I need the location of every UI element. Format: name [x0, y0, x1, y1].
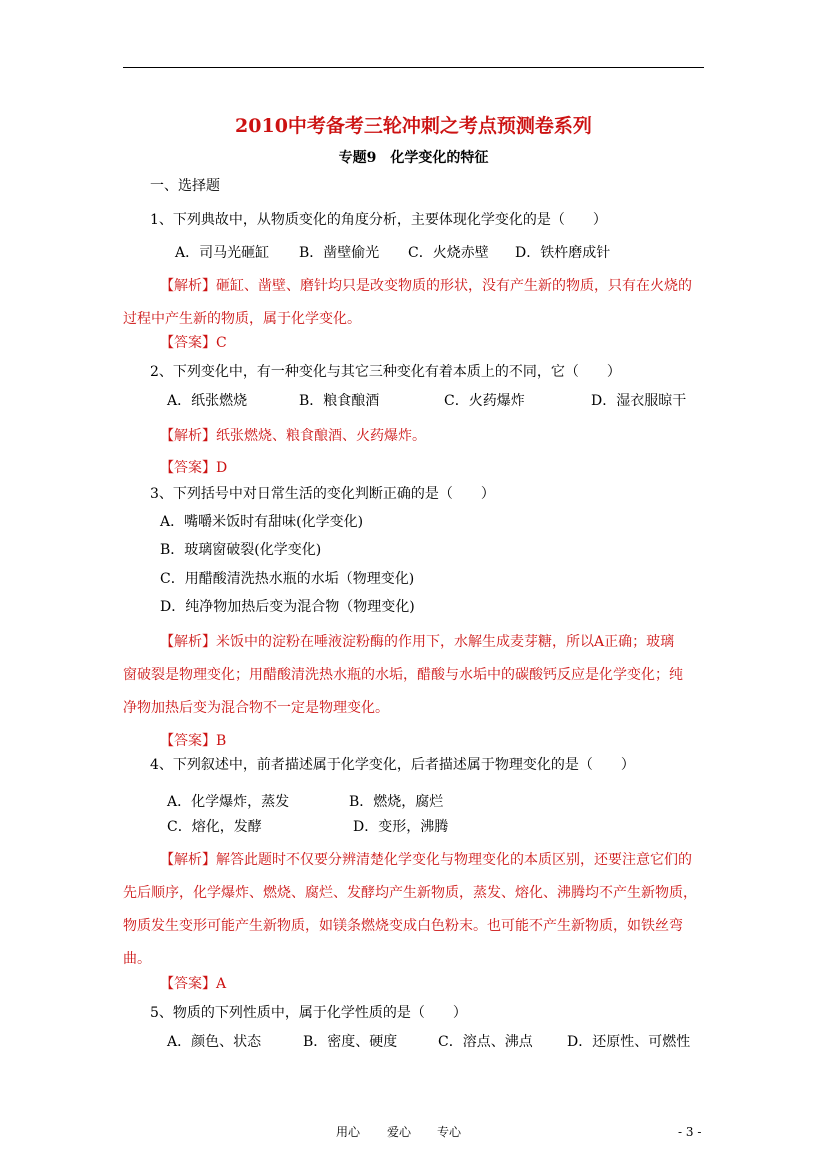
q2-answer: 【答案】D — [160, 460, 228, 476]
question-2-stem: 2、下列变化中，有一种变化与其它三种变化有着本质上的不同，它（ ） — [150, 364, 621, 380]
footer-motto-2: 爱心 — [387, 1125, 412, 1139]
q2-analysis: 【解析】纸张燃烧、粮食酿酒、火药爆炸。 — [160, 428, 426, 444]
q4-option-d: D．变形，沸腾 — [353, 819, 449, 835]
question-4-stem: 4、下列叙述中，前者描述属于化学变化，后者描述属于物理变化的是（ ） — [150, 757, 635, 773]
topic-subtitle: 专题9 化学变化的特征 — [338, 150, 489, 166]
question-1-stem: 1、下列典故中，从物质变化的角度分析，主要体现化学变化的是（ ） — [150, 212, 607, 228]
question-5-stem: 5、物质的下列性质中，属于化学性质的是（ ） — [150, 1005, 467, 1021]
question-3-stem: 3、下列括号中对日常生活的变化判断正确的是（ ） — [150, 486, 495, 502]
q4-option-b: B．燃烧，腐烂 — [349, 794, 444, 810]
q2-option-d: D．湿衣服晾干 — [591, 393, 687, 409]
q4-answer: 【答案】A — [160, 976, 227, 992]
header-rule — [123, 67, 704, 68]
q2-option-b: B．粮食酿酒 — [299, 393, 380, 409]
q2-option-a: A．纸张燃烧 — [167, 393, 248, 409]
q4-analysis-line-2: 先后顺序，化学爆炸、燃烧、腐烂、发酵均产生新物质，蒸发、熔化、沸腾均不产生新物质， — [123, 885, 697, 901]
q4-option-a: A．化学爆炸，蒸发 — [167, 794, 290, 810]
q5-option-c: C．溶点、沸点 — [438, 1034, 533, 1050]
q5-option-a: A．颜色、状态 — [167, 1034, 262, 1050]
q5-option-d: D．还原性、可燃性 — [567, 1034, 691, 1050]
q1-option-a: A．司马光砸缸 — [175, 245, 270, 261]
footer-motto-1: 用心 — [336, 1125, 361, 1139]
q3-answer: 【答案】B — [160, 733, 227, 749]
q1-option-c: C．火烧赤壁 — [408, 245, 489, 261]
q4-option-c: C．熔化，发酵 — [167, 819, 262, 835]
q3-option-c: C．用醋酸清洗热水瓶的水垢（物理变化) — [160, 571, 415, 587]
document-title: 2010中考备考三轮冲刺之考点预测卷系列 — [235, 115, 592, 137]
q1-answer: 【答案】C — [160, 335, 227, 351]
q1-analysis-line-2: 过程中产生新的物质，属于化学变化。 — [123, 311, 361, 327]
q3-option-a: A．嘴嚼米饭时有甜味(化学变化) — [160, 514, 364, 530]
q3-analysis-line-3: 净物加热后变为混合物不一定是物理变化。 — [123, 700, 389, 716]
q4-analysis-line-1: 【解析】解答此题时不仅要分辨清楚化学变化与物理变化的本质区别，还要注意它们的 — [160, 852, 692, 868]
page-number: - 3 - — [678, 1125, 702, 1139]
q1-option-d: D．铁杵磨成针 — [515, 245, 611, 261]
q3-option-d: D．纯净物加热后变为混合物（物理变化) — [160, 599, 415, 615]
q2-option-c: C．火药爆炸 — [444, 393, 525, 409]
q5-option-b: B．密度、硬度 — [303, 1034, 398, 1050]
q1-analysis-line-1: 【解析】砸缸、凿壁、磨针均只是改变物质的形状，没有产生新的物质，只有在火烧的 — [160, 278, 692, 294]
section-heading: 一、选择题 — [150, 178, 220, 194]
q4-analysis-line-4: 曲。 — [123, 951, 151, 967]
footer-motto-3: 专心 — [437, 1125, 462, 1139]
q4-analysis-line-3: 物质发生变形可能产生新物质，如镁条燃烧变成白色粉末。也可能不产生新物质，如铁丝弯 — [123, 918, 683, 934]
q3-analysis-line-2: 窗破裂是物理变化；用醋酸清洗热水瓶的水垢，醋酸与水垢中的碳酸钙反应是化学变化；纯 — [123, 667, 683, 683]
q3-option-b: B．玻璃窗破裂(化学变化) — [160, 542, 322, 558]
q3-analysis-line-1: 【解析】米饭中的淀粉在唾液淀粉酶的作用下，水解生成麦芽糖，所以A正确；玻璃 — [160, 634, 675, 650]
q1-option-b: B．凿壁偷光 — [299, 245, 380, 261]
